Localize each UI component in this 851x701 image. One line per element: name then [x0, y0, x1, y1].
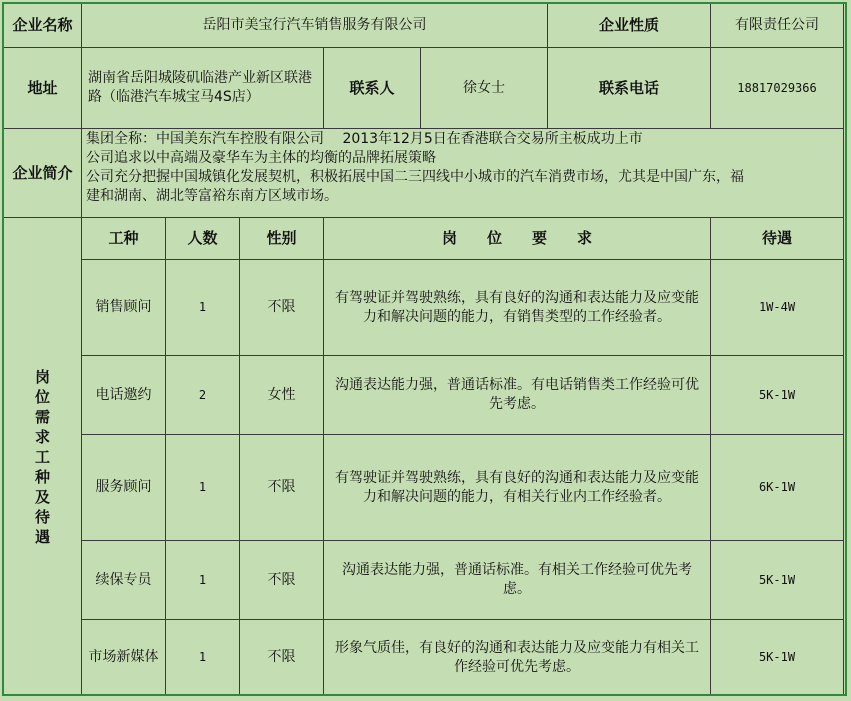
job-type-cell: 市场新媒体 — [82, 620, 166, 696]
job-count-cell: 1 — [166, 435, 240, 541]
company-intro-label: 企业简介 — [4, 129, 82, 218]
company-name-value: 岳阳市美宝行汽车销售服务有限公司 — [82, 4, 548, 48]
job-salary-cell: 5K-1W — [711, 620, 844, 696]
jobs-section-char: 种 — [34, 467, 50, 486]
job-count-cell: 1 — [166, 541, 240, 620]
job-gender-cell: 女性 — [240, 356, 324, 435]
company-name-label: 企业名称 — [4, 4, 82, 48]
job-gender-cell: 不限 — [240, 435, 324, 541]
address-value: 湖南省岳阳城陵矶临港产业新区联港路（临港汽车城宝马4S店） — [82, 48, 324, 129]
company-intro-line: 建和湖南、湖北等富裕东南方区域市场。 — [86, 188, 338, 204]
job-requirement-cell: 形象气质佳，有良好的沟通和表达能力及应变能力有相关工作经验可优先考虑。 — [324, 620, 711, 696]
job-requirement-cell: 有驾驶证并驾驶熟练，具有良好的沟通和表达能力及应变能力和解决问题的能力，有销售类型的工作经验者。 — [324, 260, 711, 356]
job-salary-cell: 5K-1W — [711, 356, 844, 435]
job-type-cell: 电话邀约 — [82, 356, 166, 435]
job-gender-cell: 不限 — [240, 541, 324, 620]
company-intro-line: 公司追求以中高端及豪华车为主体的均衡的品牌拓展策略 — [86, 150, 436, 166]
company-intro-text — [82, 129, 844, 218]
contact-value: 徐女士 — [421, 48, 548, 129]
job-type-cell: 续保专员 — [82, 541, 166, 620]
company-nature-label: 企业性质 — [548, 4, 711, 48]
contact-label: 联系人 — [324, 48, 421, 129]
header-salary: 待遇 — [711, 218, 844, 260]
job-gender-cell: 不限 — [240, 260, 324, 356]
job-requirement-cell: 沟通表达能力强，普通话标准。有电话销售类工作经验可优先考虑。 — [324, 356, 711, 435]
header-gender: 性别 — [240, 218, 324, 260]
job-requirement-cell: 沟通表达能力强，普通话标准。有相关工作经验可优先考虑。 — [324, 541, 711, 620]
job-count-cell: 1 — [166, 620, 240, 696]
jobs-section-char: 岗 — [34, 367, 50, 386]
jobs-section-char: 遇 — [34, 527, 50, 546]
jobs-section-char: 工 — [34, 447, 50, 466]
header-job-type: 工种 — [82, 218, 166, 260]
phone-label: 联系电话 — [548, 48, 711, 129]
job-count-cell: 1 — [166, 260, 240, 356]
phone-value: 18817029366 — [711, 48, 844, 129]
job-gender-cell: 不限 — [240, 620, 324, 696]
company-nature-value: 有限责任公司 — [711, 4, 844, 48]
jobs-section-char: 位 — [34, 387, 50, 406]
address-label: 地址 — [4, 48, 82, 129]
job-type-cell: 服务顾问 — [82, 435, 166, 541]
jobs-section-char: 及 — [34, 487, 50, 506]
jobs-section-char: 求 — [34, 427, 50, 446]
job-type-cell: 销售顾问 — [82, 260, 166, 356]
jobs-section-label — [4, 218, 82, 696]
job-salary-cell: 1W-4W — [711, 260, 844, 356]
job-requirement-cell: 有驾驶证并驾驶熟练，具有良好的沟通和表达能力及应变能力和解决问题的能力，有相关行业内工作经验者。 — [324, 435, 711, 541]
job-salary-cell: 6K-1W — [711, 435, 844, 541]
company-intro-line: 集团全称：中国美东汽车控股有限公司 2013年12月5日在香港联合交易所主板成功上市 — [86, 131, 643, 147]
job-count-cell: 2 — [166, 356, 240, 435]
jobs-section-char: 需 — [34, 407, 50, 426]
header-requirement: 岗 位 要 求 — [324, 218, 711, 260]
header-count: 人数 — [166, 218, 240, 260]
jobs-section-char: 待 — [34, 507, 50, 526]
job-salary-cell: 5K-1W — [711, 541, 844, 620]
company-intro-line: 公司充分把握中国城镇化发展契机，积极拓展中国二三四线中小城市的汽车消费市场，尤其是中国广东，福 — [86, 169, 744, 185]
